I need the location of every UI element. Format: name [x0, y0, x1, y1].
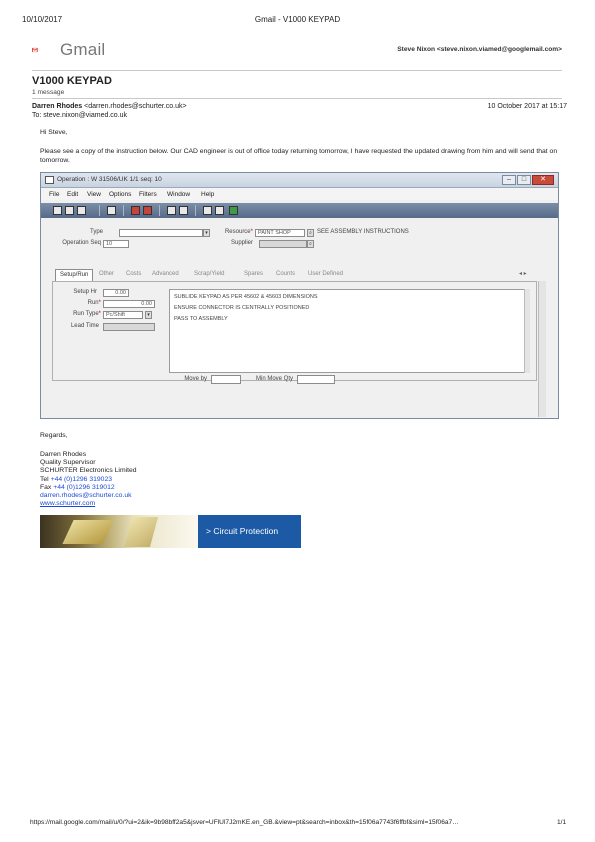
- prev-record-icon: [179, 206, 188, 215]
- email-link[interactable]: darren.rhodes@schurter.co.uk: [40, 492, 132, 500]
- tab-scroll-arrows-icon: ◂ ▸: [519, 271, 527, 277]
- delete-icon: [131, 206, 140, 215]
- move-by-label: Move by: [184, 376, 207, 382]
- window-icon: [45, 176, 54, 184]
- chevron-down-icon: ▾: [203, 229, 210, 237]
- tab-user-defined: User Defined: [308, 271, 344, 277]
- tab-other: Other: [99, 271, 115, 277]
- window-titlebar: [41, 173, 558, 188]
- note-line: PASS TO ASSEMBLY: [174, 316, 228, 322]
- run-field: 0.00: [103, 300, 155, 308]
- lead-time-label: Lead Time: [70, 323, 99, 329]
- supplier-field: [259, 240, 307, 248]
- to-line: To: steve.nixon@viamed.co.uk: [32, 112, 128, 119]
- min-move-qty-label: Min Move Qty: [255, 376, 293, 382]
- print-page-number: 1/1: [557, 819, 567, 826]
- menu-view: View: [87, 191, 101, 198]
- minimize-icon: –: [502, 175, 516, 185]
- cancel-icon: [143, 206, 152, 215]
- sent-date: 10 October 2017 at 15:17: [487, 103, 567, 110]
- type-label: Type: [89, 229, 103, 235]
- tab-counts: Counts: [276, 271, 296, 277]
- move-by-field: [211, 375, 241, 384]
- regards: Regards,: [40, 432, 68, 439]
- next-record-icon: [203, 206, 212, 215]
- check-icon: [229, 206, 238, 215]
- sig-tel: Tel +44 (0)1296 319023: [40, 475, 113, 483]
- message-count: 1 message: [32, 89, 65, 96]
- menu-filters: Filters: [139, 191, 157, 198]
- menu-window: Window: [167, 191, 191, 198]
- thread-subject: V1000 KEYPAD: [32, 75, 112, 87]
- sender-line: [32, 103, 187, 110]
- run-type-field: Pc/Shift: [103, 311, 143, 319]
- first-record-icon: [167, 206, 176, 215]
- chevron-down-icon: ▾: [145, 311, 152, 319]
- scrollbar: [538, 281, 546, 417]
- print-title: Gmail - V1000 KEYPAD: [254, 15, 341, 24]
- gmail-brand: Gmail: [60, 40, 106, 59]
- last-record-icon: [215, 206, 224, 215]
- note-line: ENSURE CONNECTOR IS CENTRALLY POSITIONED: [174, 305, 310, 311]
- scrollbar: [524, 289, 530, 373]
- menu-edit: Edit: [67, 191, 79, 198]
- run-type-label: Run Type*: [73, 311, 101, 317]
- account-line: Steve Nixon <steve.nixon.viamed@googlemail.com>: [397, 46, 562, 53]
- setup-field: 0.00: [103, 289, 129, 297]
- lookup-icon: ⌕: [307, 240, 314, 248]
- close-icon: ✕: [532, 175, 554, 185]
- gmail-logo-icon: [32, 40, 56, 60]
- print-date: 10/10/2017: [22, 15, 63, 24]
- operation-seq-label: Operation Seq: [62, 240, 101, 246]
- print-icon: [107, 206, 116, 215]
- sig-role: Quality Supervisor: [40, 459, 96, 467]
- menu-options: Options: [109, 191, 132, 198]
- sig-fax: Fax +44 (0)1296 319012: [40, 483, 115, 491]
- website-link[interactable]: www.schurter.com: [40, 500, 96, 508]
- menubar: [41, 188, 558, 200]
- resource-label: Resource*: [224, 229, 253, 235]
- banner-text: > Circuit Protection: [206, 526, 279, 536]
- copy-icon: [65, 206, 74, 215]
- type-field: [119, 229, 203, 237]
- min-move-qty-field: [297, 375, 335, 384]
- setup-label: Setup Hr: [73, 289, 97, 295]
- tab-costs: Costs: [126, 271, 142, 277]
- divider: [32, 70, 562, 71]
- message-body: Please see a copy of the instruction below. Our CAD engineer is out of office today returning tomorrow, I have requested the updated drawing from him and will send that on tomorrow.: [40, 148, 558, 164]
- divider: [32, 98, 562, 99]
- tab-spares: Spares: [244, 271, 264, 277]
- resource-field: PAINT SHOP: [255, 229, 305, 237]
- operation-seq-field: 10: [103, 240, 129, 248]
- menu-help: Help: [201, 191, 215, 198]
- greeting: Hi Steve,: [40, 129, 68, 136]
- supplier-label: Supplier: [230, 240, 253, 246]
- print-url: https://mail.google.com/mail/u/0/?ui=2&ik=9b98bff2a5&jsver=UFlUl7J2mKE.en_GB.&view=pt&search=inbox&th=15f06a7743f6ffbf&siml=15f06a7…: [30, 819, 459, 826]
- new-icon: [77, 206, 86, 215]
- schurter-banner[interactable]: [40, 515, 301, 548]
- resource-description: SEE ASSEMBLY INSTRUCTIONS: [317, 229, 409, 235]
- embedded-screenshot: [40, 172, 559, 419]
- sender-name: Darren Rhodes: [32, 103, 83, 110]
- menu-file: File: [49, 191, 60, 198]
- fax-link[interactable]: +44 (0)1296 319012: [53, 483, 115, 491]
- signature-block: [40, 451, 137, 508]
- run-label: Run*: [87, 300, 101, 306]
- instruction-notes: [169, 289, 530, 373]
- tel-link[interactable]: +44 (0)1296 319023: [50, 475, 113, 483]
- toolbar: [41, 203, 558, 218]
- tab-strip: [52, 269, 537, 281]
- tab-setup-run: Setup/Run: [55, 269, 93, 281]
- save-icon: [53, 206, 62, 215]
- sig-company: SCHURTER Electronics Limited: [40, 467, 137, 475]
- tab-advanced: Advanced: [152, 271, 179, 277]
- tab-scrap-yield: Scrap/Yield: [194, 271, 225, 277]
- window-title: Operation : W 31506/UK 1/1 seq: 10: [57, 176, 162, 183]
- lookup-icon: ⌕: [307, 229, 314, 237]
- maximize-icon: □: [517, 175, 531, 185]
- sender-email: <darren.rhodes@schurter.co.uk>: [84, 103, 187, 110]
- sig-name: Darren Rhodes: [40, 451, 87, 458]
- lead-time-field: [103, 323, 155, 331]
- note-line: SUBLIDE KEYPAD AS PER 45602 & 45603 DIMENSIONS: [174, 294, 318, 300]
